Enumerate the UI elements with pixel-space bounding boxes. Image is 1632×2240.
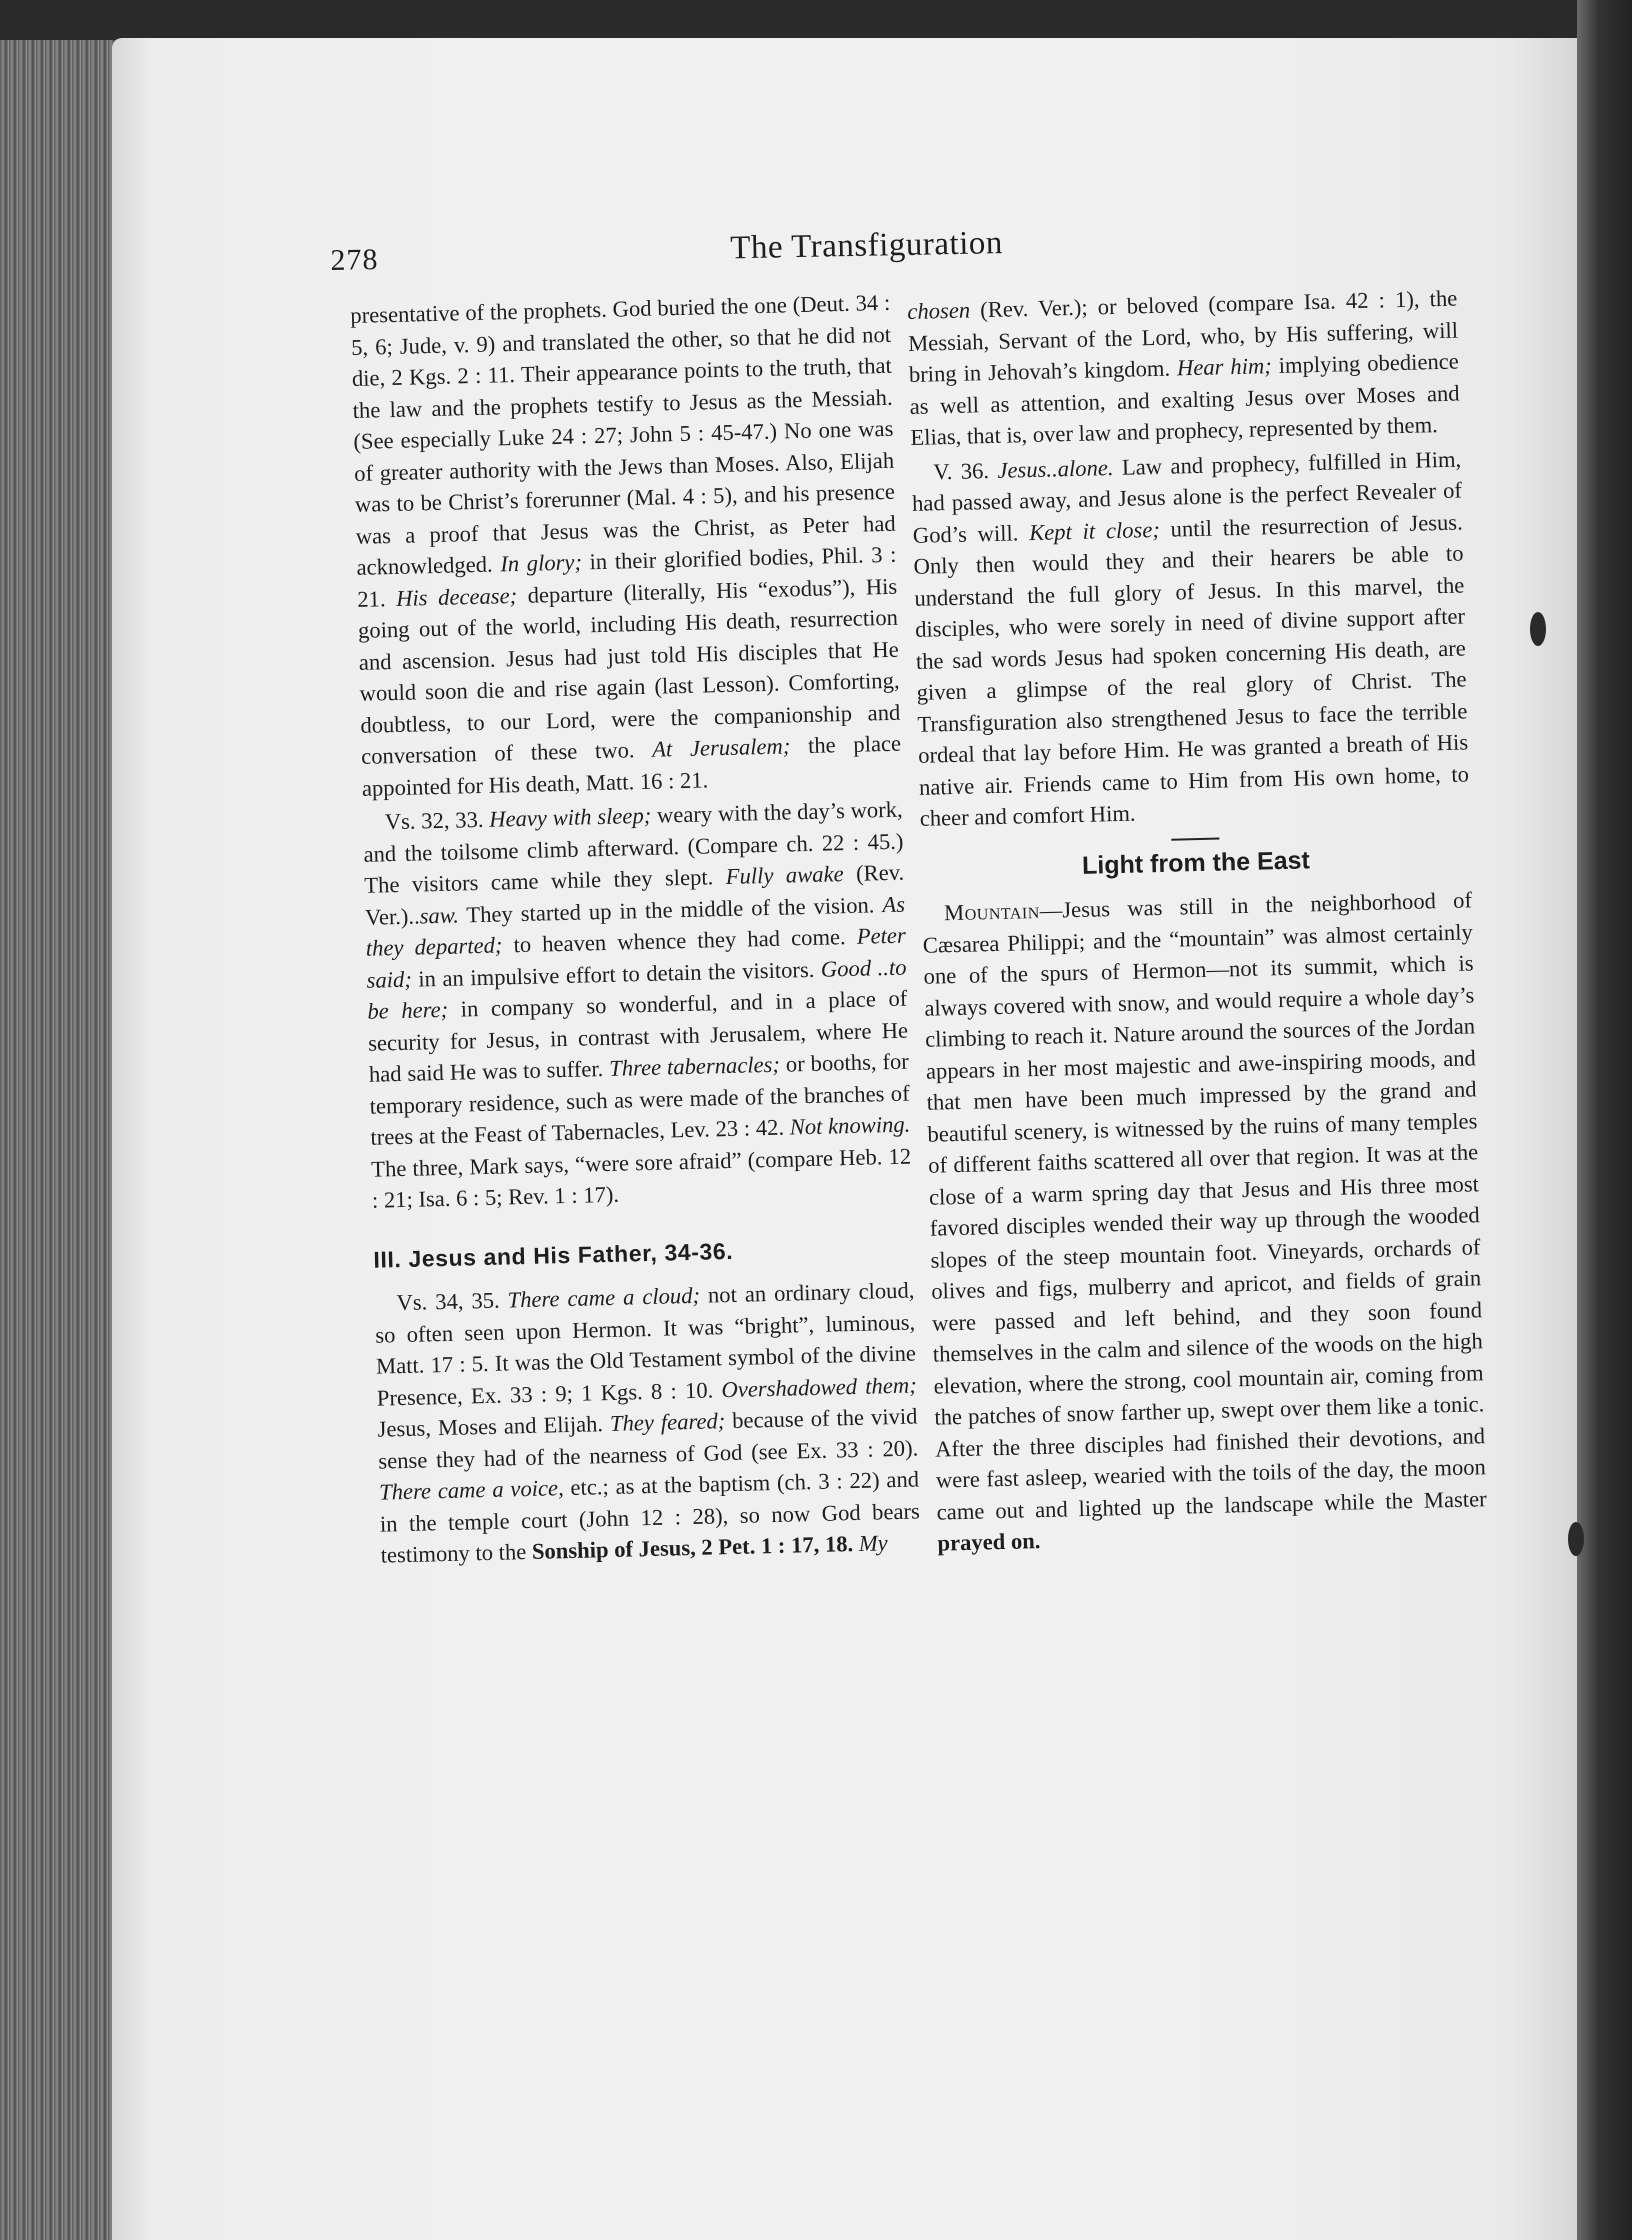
binding-hole-icon <box>1568 1522 1584 1556</box>
divider-rule <box>1171 837 1219 840</box>
book-page-edges <box>0 40 130 2240</box>
sidebar-heading: Light from the East <box>1081 845 1311 880</box>
paragraph: Mountain—Jesus was still in the neighborhood of Cæsarea Philippi; and the “mountain” was almost certainly one of the spurs of Hermon—not its summit, which is always covered with snow, and would require a whole day’s climbing to reach it. Nature around the sources of the Jordan appears in her most majestic and awe-inspiring moods, and that men have been much impressed by the grand and beautiful scenery, is witnessed by the ruins of many temples of different faiths scattered all over that region. It was at the close of a warm spring day that Jesus and His three most favored disciples wended their way up through the wooded slopes of the steep mountain foot. Vineyards, orchards of olives and figs, mulberry and apricot, and fields of grain were passed and left behind, and they soon found themselves in the calm and silence of the woods on the high elevation, where the strong, cool mountain air, coming from the patches of snow farther up, swept over them like a tonic. After the three disciples had finished their devotions, and were fast asleep, wearied with the toils of the day, the moon came out and lighted up the landscape while the Master prayed on. <box>922 887 1487 1556</box>
paragraph: V. 36. Jesus..alone. Law and prophecy, fulfilled in Him, had passed away, and Jesus alone is the perfect Revealer of God’s will. Kept it close; until the resurrection of Jesus. Only then would they and their hearers be able to understand the full glory of Jesus. In this marvel, the disciples, who were sorely in need of divine support after the sad words Jesus had spoken concerning His death, are given a glimpse of the real glory of Christ. The Transfiguration also strengthened Jesus to face the terrible ordeal that lay before Him. He was granted a breath of His native air. Friends came to Him from His own home, to cheer and comfort Him. <box>911 446 1470 831</box>
paragraph: Vs. 34, 35. There came a cloud; not an ordinary cloud, so often seen upon Hermon. It was “bright”, luminous, Matt. 17 : 5. It was the Old Testament symbol of the divine Presence, Ex. 33 : 9; 1 Kgs. 8 : 10. Overshadowed them; Jesus, Moses and Elijah. They feared; because of the vivid sense they had of the nearness of God (see Ex. 33 : 20). There came a voice, etc.; as at the baptism (ch. 3 : 22) and in the temple court (John 12 : 28), so now God bears testimony to the Sonship of Jesus, 2 Pet. 1 : 17, 18. My <box>374 1277 921 1568</box>
paragraph: chosen (Rev. Ver.); or beloved (compare Isa. 42 : 1), the Messiah, Servant of the Lord, who, by His suffering, will bring in Jehovah’s kingdom. Hear him; implying obedience as well as attention, and exalting Jesus over Moses and Elias, that is, over law and prophecy, represented by them. <box>907 285 1460 450</box>
right-column <box>907 283 1488 1560</box>
paragraph: Vs. 32, 33. Heavy with sleep; weary with the day’s work, and the toilsome climb afterward. (Compare ch. 22 : 45.) The visitors came while they slept. Fully awake (Rev. Ver.)..saw. They started up in the middle of the vision. As they departed; to heaven whence they had come. Peter said; in an impulsive effort to detain the visitors. Good ..to be here; in company so wonderful, and in a place of security for Jesus, in contrast with Jerusalem, where He had said He was to suffer. Three tabernacles; or booths, for temporary residence, such as were made of the branches of trees at the Feast of Tabernacles, Lev. 23 : 42. Not knowing. The three, Mark says, “were sore afraid” (compare Heb. 12 : 21; Isa. 6 : 5; Rev. 1 : 17). <box>363 796 912 1213</box>
binding-hole-icon <box>1530 612 1546 646</box>
page-number: 278 <box>330 243 379 277</box>
running-title: The Transfiguration <box>729 225 1004 267</box>
scanner-right-shadow <box>1577 0 1632 2240</box>
section-heading: III. Jesus and His Father, 34-36. <box>373 1237 734 1273</box>
paragraph: presentative of the prophets. God buried the one (Deut. 34 : 5, 6; Jude, v. 9) and translated the other, so that he did not die, 2 Kgs. 2 : 11. Their appearance points to the truth, that the law and the prophets testify to Jesus as the Messiah. (See especially Luke 24 : 27; John 5 : 45-47.) No one was of greater authority with the Jews than Moses. Also, Elijah was to be Christ’s forerunner (Mal. 4 : 5), and his presence was a proof that Jesus was the Christ, as Peter had acknowledged. In glory; in their glorified bodies, Phil. 3 : 21. His decease; departure (literally, His “exodus”), His going out of the world, including His death, resurrection and ascension. Jesus had just told His disciples that He would soon die and rise again (last Lesson). Comforting, doubtless, to our Lord, were the companionship and conversation of these two. At Jerusalem; the place appointed for His death, Matt. 16 : 21. <box>350 289 902 801</box>
left-column <box>350 287 921 1571</box>
